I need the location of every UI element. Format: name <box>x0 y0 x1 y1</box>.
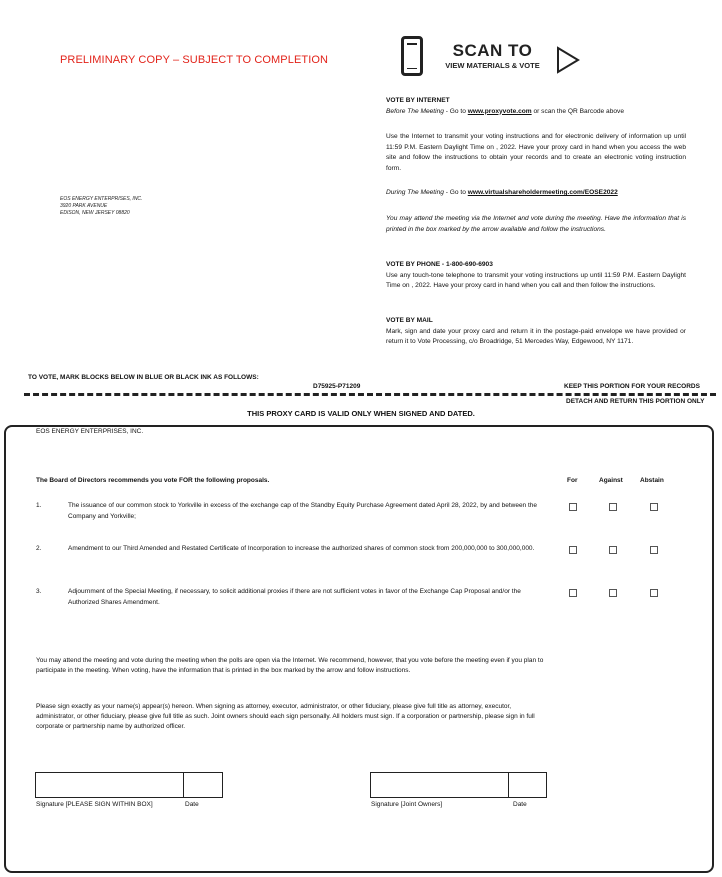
vote-phone-body: Use any touch-tone telephone to transmit your voting instructions up until 11:59 P.M. Eastern Daylight Time on , 2022. Have your proxy card in hand when you call and then follow the instructions. <box>386 271 686 289</box>
keep-portion-label: KEEP THIS PORTION FOR YOUR RECORDS <box>564 383 700 390</box>
before-rest: or scan the QR Barcode above <box>531 107 625 115</box>
date-box[interactable] <box>183 772 223 798</box>
scan-title: SCAN TO <box>452 41 533 60</box>
proposal-1-for-checkbox[interactable] <box>569 503 577 511</box>
attend-internet-note <box>386 214 686 235</box>
board-recommendation: The Board of Directors recommends you vote FOR the following proposals. <box>36 477 270 484</box>
joint-date-box[interactable] <box>508 772 547 798</box>
issuer-city: EDISON, NEW JERSEY 08820 <box>60 210 130 216</box>
valid-notice: THIS PROXY CARD IS VALID ONLY WHEN SIGNED AND DATED. <box>247 409 475 418</box>
proposal-3-text: Adjournment of the Special Meeting, if necessary, to solicit additional proxies if there are not sufficient votes in favor of the Exchange Cap Proposal and/or the Authorized Shares Amendment. <box>68 588 521 606</box>
joint-date-label: Date <box>513 801 527 808</box>
joint-signature-label: Signature [Joint Owners] <box>371 801 443 808</box>
signature-box[interactable] <box>35 772 184 798</box>
preliminary-notice: PRELIMINARY COPY – SUBJECT TO COMPLETION <box>60 54 329 66</box>
date-label: Date <box>185 801 199 808</box>
proposal-3-abstain-checkbox[interactable] <box>650 589 658 597</box>
proposal-1-against-checkbox[interactable] <box>609 503 617 511</box>
issuer-street: 3920 PARK AVENUE <box>60 203 108 209</box>
issuer-address <box>60 196 142 217</box>
joint-signature-box[interactable] <box>370 772 509 798</box>
signature-label: Signature [PLEASE SIGN WITHIN BOX] <box>36 801 153 808</box>
proposal-2-number: 2. <box>36 545 42 552</box>
before-meeting-line <box>386 107 686 118</box>
before-dash: - Go to <box>443 107 468 115</box>
column-abstain: Abstain <box>640 477 664 484</box>
vote-internet-section <box>386 96 686 117</box>
vote-mail-body: Mark, sign and date your proxy card and return it in the postage-paid envelope we have provided or return it to Vote Processing, c/o Broadridge, 51 Mercedes Way, Edgewood, NY 1171. <box>386 327 686 345</box>
proxyvote-link[interactable]: www.proxyvote.com <box>467 107 532 115</box>
vote-internet-heading: VOTE BY INTERNET <box>386 97 450 104</box>
proposal-3-for-checkbox[interactable] <box>569 589 577 597</box>
internet-body <box>386 132 686 174</box>
vote-mail-heading: VOTE BY MAIL <box>386 317 433 324</box>
play-arrow-icon <box>556 46 580 74</box>
proposal-1-number: 1. <box>36 502 42 509</box>
detach-portion-label: DETACH AND RETURN THIS PORTION ONLY <box>566 398 705 405</box>
smartphone-icon <box>401 36 423 76</box>
proposal-1-abstain-checkbox[interactable] <box>650 503 658 511</box>
vote-phone-heading: VOTE BY PHONE - 1-800-690-6903 <box>386 261 493 268</box>
before-meeting-label: Before The Meeting <box>386 107 444 115</box>
column-for: For <box>567 477 578 484</box>
proposal-2-against-checkbox[interactable] <box>609 546 617 554</box>
during-meeting-line <box>386 188 686 199</box>
issuer-name: EOS ENERGY ENTERPRISES, INC. <box>60 196 143 202</box>
proposal-1-text: The issuance of our common stock to Yorkville in excess of the exchange cap of the Standby Equity Purchase Agreement dated April 28, 2022, by and between the Company and Yorkville; <box>68 502 538 520</box>
signing-instructions: Please sign exactly as your name(s) appear(s) hereon. When signing as attorney, executor, administrator, or other fiduciary, please give full title as attorney, executor, administrator, or other fiduciary, please give full title as such. Joint owners should each sign personally. All holders must sign. If a corporation or partnership, please sign in full corporate or partnership name by authorized officer. <box>36 703 535 730</box>
during-meeting-label: During The Meeting <box>386 189 444 196</box>
proposal-2-abstain-checkbox[interactable] <box>650 546 658 554</box>
scan-subtitle: VIEW MATERIALS & VOTE <box>445 61 540 70</box>
virtual-meeting-link[interactable]: www.virtualshareholdermeeting.com/EOSE2022 <box>467 189 618 196</box>
detach-line <box>24 393 716 396</box>
control-number: D75925-P71209 <box>313 383 361 390</box>
proposal-2-for-checkbox[interactable] <box>569 546 577 554</box>
attend-meeting-note: You may attend the meeting and vote during the meeting when the polls are open via the Internet. We recommend, however, that you vote before the meeting even if you plan to participate in the meeting. When voting, have the information that is printed in the box marked by the arrow and follow instructions. <box>36 657 544 674</box>
card-company-name: EOS ENERGY ENTERPRISES, INC. <box>36 428 144 435</box>
proposal-3-number: 3. <box>36 588 42 595</box>
proposal-2-text: Amendment to our Third Amended and Restated Certificate of Incorporation to increase the authorized shares of common stock from 200,000,000 to 300,000,000. <box>68 545 535 552</box>
ink-instructions: TO VOTE, MARK BLOCKS BELOW IN BLUE OR BLACK INK AS FOLLOWS: <box>28 374 259 381</box>
column-against: Against <box>599 477 623 484</box>
vote-phone-section <box>386 260 686 292</box>
internet-body-text: Use the Internet to transmit your voting instructions and for electronic delivery of information up until 11:59 P.M. Eastern Daylight Time on , 2022. Have your proxy card in hand when you access the web site and follow the instructions to obtain your records and to create an electronic voting instruction form. <box>386 133 686 172</box>
attend-internet-text: You may attend the meeting via the Internet and vote during the meeting. Have the information that is printed in the box marked by the arrow available and follow the instructions. <box>386 215 686 233</box>
vote-mail-section <box>386 316 686 348</box>
proposal-3-against-checkbox[interactable] <box>609 589 617 597</box>
during-dash: - Go to <box>443 189 468 196</box>
